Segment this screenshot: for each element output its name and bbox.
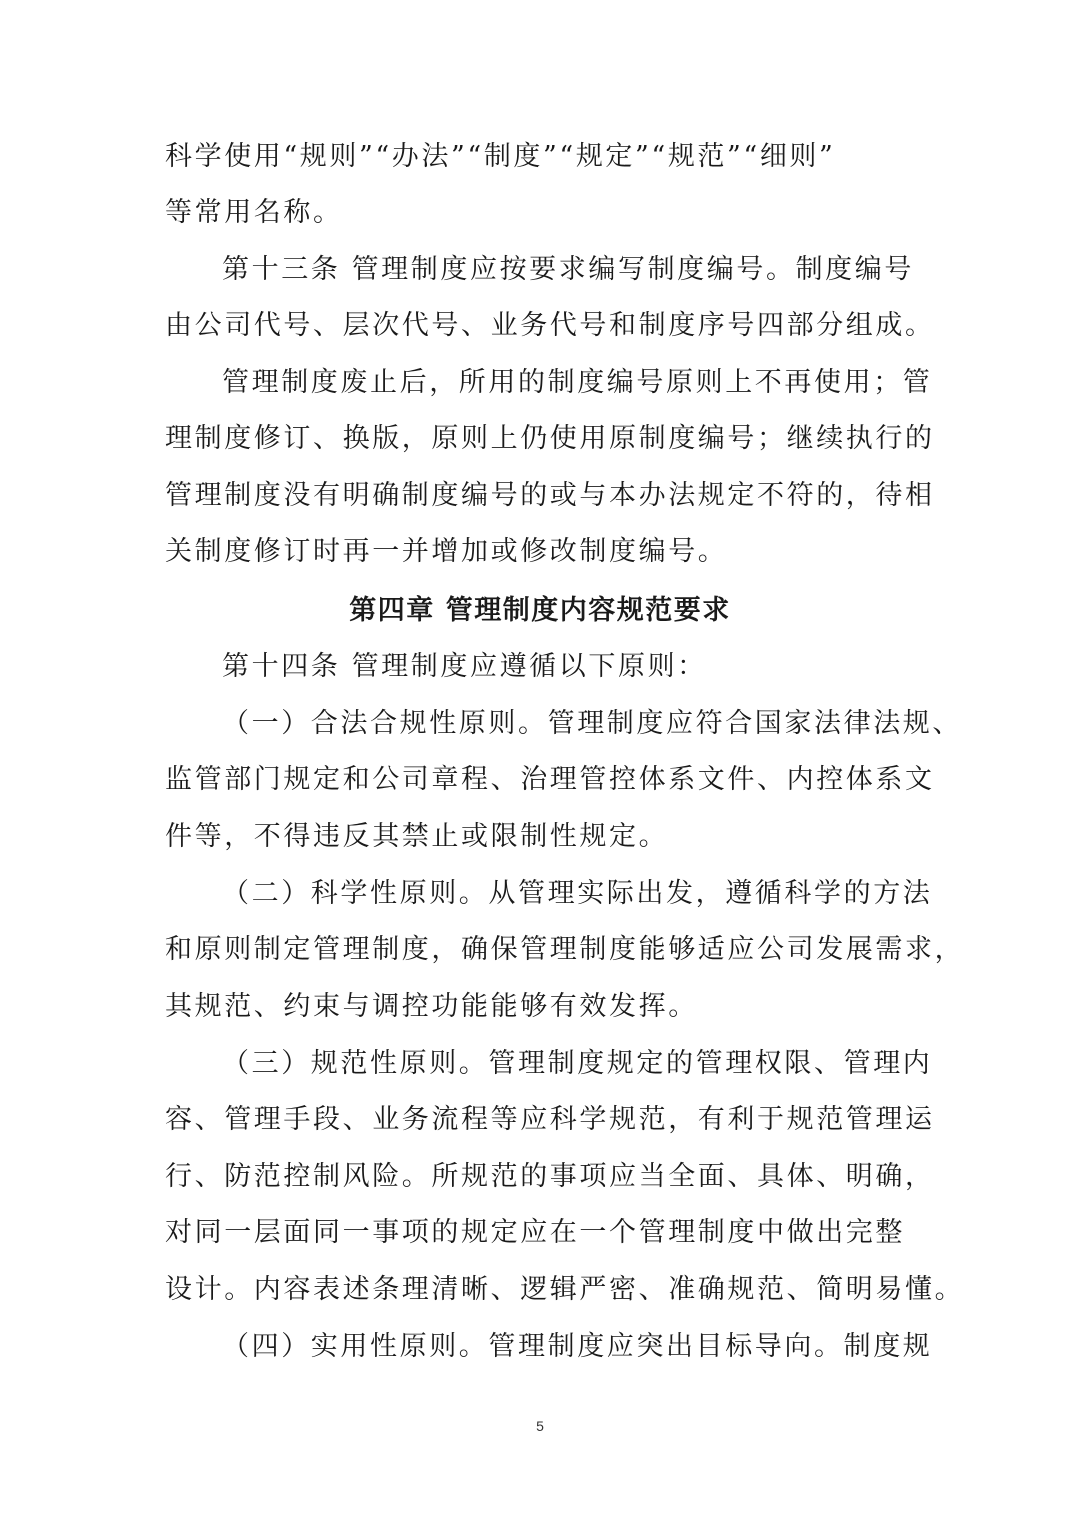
- article-13-line: 第十三条 管理制度应按要求编写制度编号。制度编号: [222, 254, 914, 285]
- paragraph-line: 关制度修订时再一并增加或修改制度编号。: [165, 536, 728, 567]
- paragraph-line: 监管部门规定和公司章程、治理管控体系文件、内控体系文: [165, 764, 935, 795]
- principle-2-line: （二）科学性原则。从管理实际出发，遵循科学的方法: [222, 878, 933, 909]
- paragraph-line: 由公司代号、层次代号、业务代号和制度序号四部分组成。: [165, 310, 935, 341]
- paragraph-line: 理制度修订、换版，原则上仍使用原制度编号；继续执行的: [165, 423, 935, 454]
- paragraph-line: 等常用名称。: [165, 197, 343, 228]
- paragraph-line: 件等，不得违反其禁止或限制性规定。: [165, 821, 669, 852]
- paragraph-line: 对同一层面同一事项的规定应在一个管理制度中做出完整: [165, 1217, 905, 1248]
- article-14-line: 第十四条 管理制度应遵循以下原则：: [222, 651, 707, 682]
- paragraph-line: 科学使用“规则”“办法”“制度”“规定”“规范”“细则”: [165, 141, 836, 172]
- principle-3-line: （三）规范性原则。管理制度规定的管理权限、管理内: [222, 1048, 933, 1079]
- paragraph-line: 和原则制定管理制度，确保管理制度能够适应公司发展需求，: [165, 934, 965, 965]
- paragraph-line: 设计。内容表述条理清晰、逻辑严密、准确规范、简明易懂。: [165, 1274, 965, 1305]
- principle-1-line: （一）合法合规性原则。管理制度应符合国家法律法规、: [222, 708, 962, 739]
- paragraph-line: 行、防范控制风险。所规范的事项应当全面、具体、明确，: [165, 1161, 935, 1192]
- principle-4-line: （四）实用性原则。管理制度应突出目标导向。制度规: [222, 1331, 933, 1362]
- page-number: 5: [536, 1418, 544, 1434]
- paragraph-line: 其规范、约束与调控功能能够有效发挥。: [165, 991, 698, 1022]
- paragraph-line: 管理制度没有明确制度编号的或与本办法规定不符的，待相: [165, 480, 935, 511]
- paragraph-line: 管理制度废止后，所用的制度编号原则上不再使用；管: [222, 367, 933, 398]
- paragraph-line: 容、管理手段、业务流程等应科学规范，有利于规范管理运: [165, 1104, 935, 1135]
- chapter-heading: 第四章 管理制度内容规范要求: [349, 595, 731, 626]
